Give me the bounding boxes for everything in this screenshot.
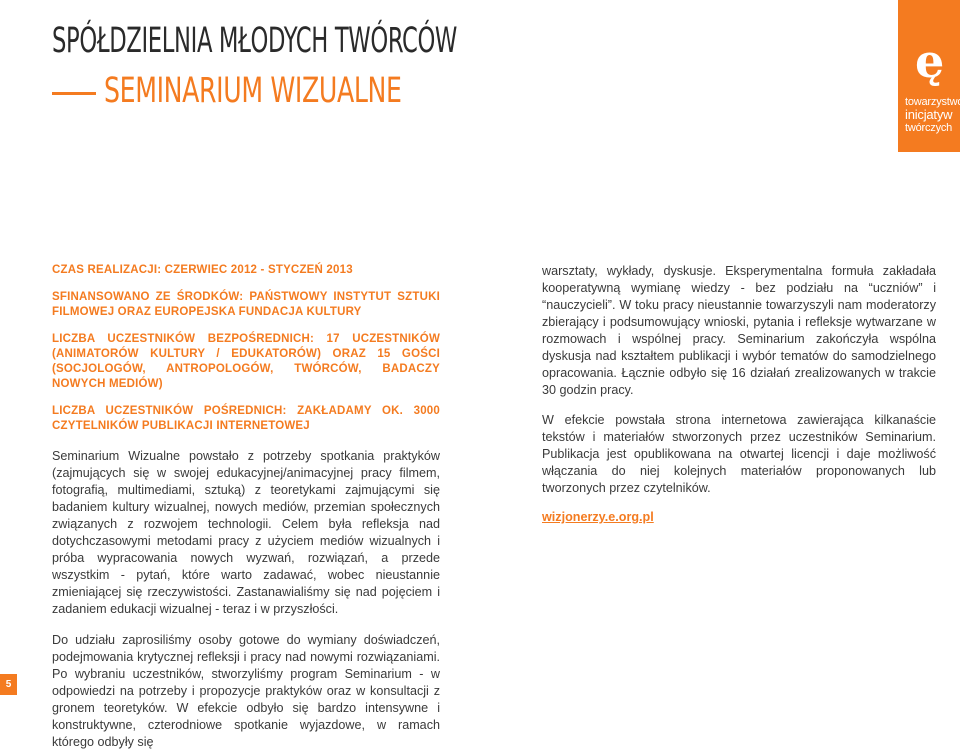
right-paragraph-2: W efekcie powstała strona internetowa zawierająca kilkanaście tekstów i materiałów stworzonych przez uczestników Seminarium. Publikacja jest opublikowana na otwartej licencji i daje możliwość włączania do niej kolejnych materiałów proponowanych lub tworzonych przez czytelników. bbox=[542, 413, 936, 495]
right-column bbox=[542, 263, 936, 526]
page-subtitle: SEMINARIUM WIZUALNE bbox=[104, 71, 402, 111]
left-paragraph-2: Do udziału zaprosiliśmy osoby gotowe do wymiany doświadczeń, podejmowania krytycznej refleksji i pracy nad nowymi rozwiązaniami. Po wybraniu uczestników, stworzyliśmy program Seminarium - w odpowiedzi na potrzeby i propozycje praktyków oraz w konsultacji z gronem teoretyków. W efekcie odbyło się bardzo intensywne i konstruktywne, czterodniowe spotkanie wyjazdowe, w ramach którego odbyły się bbox=[52, 633, 440, 749]
logo-line-2: inicjatyw bbox=[905, 107, 953, 122]
logo-glyph: ę bbox=[915, 34, 945, 88]
subtitle-dash bbox=[52, 92, 96, 95]
page-number: 5 bbox=[0, 674, 17, 695]
page-title: SPÓŁDZIELNIA MŁODYCH TWÓRCÓW bbox=[52, 21, 458, 61]
organization-logo bbox=[898, 0, 963, 152]
subtitle-row bbox=[52, 70, 517, 112]
indirect-participants-info: LICZBA UCZESTNIKÓW POŚREDNICH: ZAKŁADAMY OK. 3000 CZYTELNIKÓW PUBLIKACJI INTERNETOWEJ bbox=[52, 405, 440, 432]
logo-line-3: twórczych bbox=[905, 122, 953, 134]
direct-participants-info: LICZBA UCZESTNIKÓW BEZPOŚREDNICH: 17 UCZESTNIKÓW (ANIMATORÓW KULTURY / EDUKATORÓW) ORAZ 15 GOŚCI (SOCJOLOGÓW, ANTROPOLOGÓW, TWÓRCÓW, BADACZY NOWYCH MEDIÓW) bbox=[52, 333, 440, 390]
left-paragraph-1: Seminarium Wizualne powstało z potrzeby spotkania praktyków (zajmujących się w swojej edukacyjnej/animacyjnej pracy filmem, fotografią, multimediami, sztuką) z teoretykami zajmującymi się badaniem kultury wizualnej, nowych mediów, przemian społecznych związanych z rozwojem technologii. Celem była refleksja nad dotychczasowymi metodami pracy z użyciem mediów wizualnych i próba wypracowania nowych wyzwań, rozwiązań, a przede wszystkim - pytań, które warto zadawać, wobec nieustannie zmieniającej się rzeczywistości. Zastanawialiśmy się nad pojęciem i zadaniem edukacji wizualnej - teraz i w przyszłości. bbox=[52, 449, 440, 616]
time-info: CZAS REALIZACJI: CZERWIEC 2012 - STYCZEŃ 2013 bbox=[52, 264, 353, 276]
logo-line-1: towarzystwo bbox=[905, 96, 963, 108]
right-paragraph-1: warsztaty, wykłady, dyskusje. Eksperymentalna formuła zakładała kooperatywną wymianę wiedzy - bez podziału na “uczniów” i “nauczycieli”. W toku pracy nieustannie towarzyszyli nam moderatorzy zbierający i podsumowujący wnioski, pytania i refleksje wytwarzane w rozmowach i wspólnej pracy. Seminarium zakończyła wspólna dyskusja nad kształtem publikacji i wybór tematów do samodzielnego opracowania. Łącznie odbyło się 16 działań zrealizowanych w trakcie 30 godzin pracy. bbox=[542, 264, 936, 397]
website-link[interactable]: wizjonerzy.e.org.pl bbox=[542, 510, 654, 524]
funding-info: SFINANSOWANO ZE ŚRODKÓW: PAŃSTWOWY INSTYTUT SZTUKI FILMOWEJ ORAZ EUROPEJSKA FUNDACJA KULTURY bbox=[52, 291, 440, 318]
left-column bbox=[52, 263, 440, 751]
